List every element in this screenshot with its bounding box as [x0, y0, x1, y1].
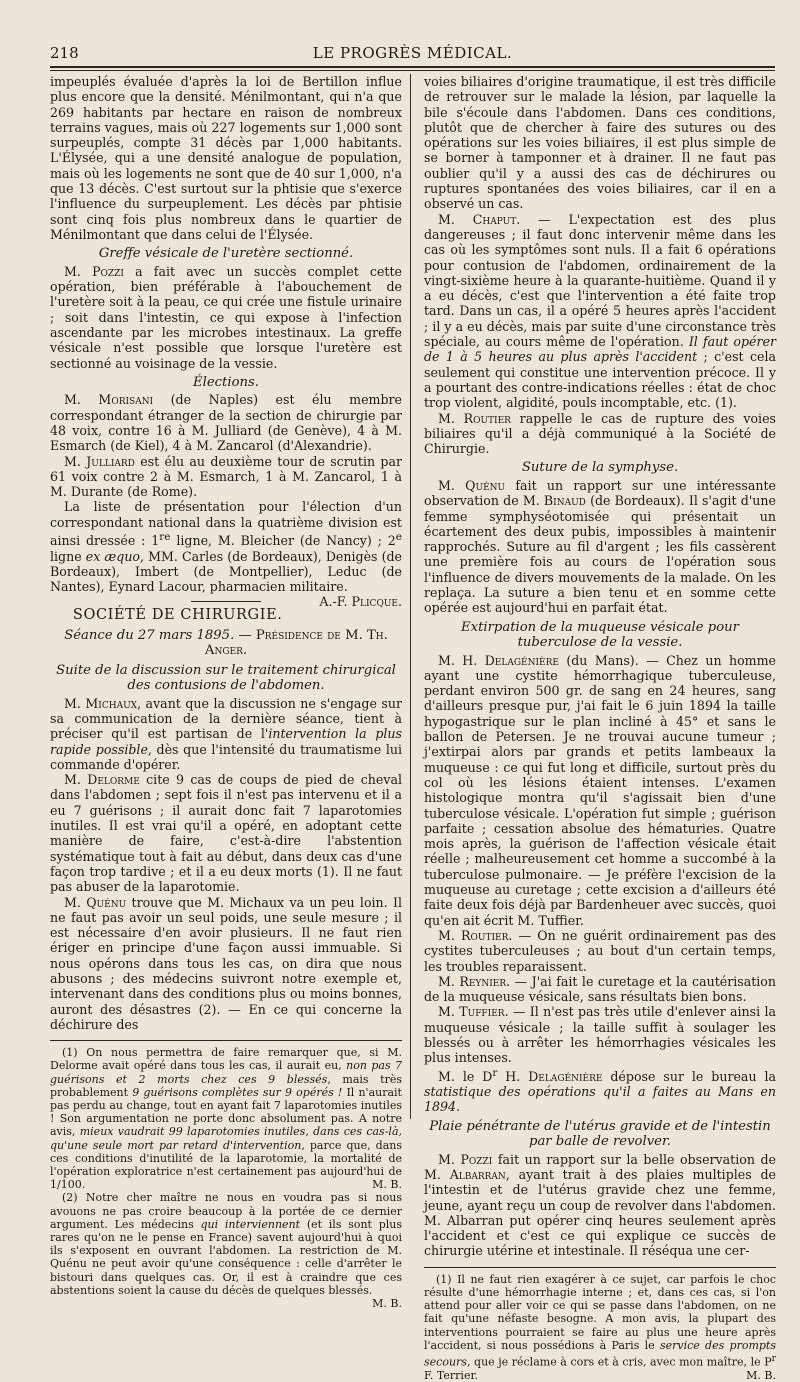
subsection-heading: Suture de la symphyse.: [521, 460, 679, 476]
left-column: [50, 74, 402, 1310]
footnote-separator: [50, 1040, 402, 1041]
footnote-separator: [424, 1267, 776, 1268]
journal-title: LE PROGRÈS MÉDICAL.: [312, 44, 513, 62]
paragraph: M. Quénu fait un rapport sur une intéressante observation de M. Binaud (de Bordeaux). Il s'agit d'une femme symphyséotomisée qui présentait un écartement des deux pubis, impossibles à maintenir rapprochés. Suture au fil d'argent ; les fils cassèrent une première fois au cours de l'opération sous l'influence de divers mouvements de la malade. On les replaça. La suture a bien tenu et en somme cette opérée est aujourd'hui en parfait état.: [424, 477, 776, 616]
section-title: SOCIÉTÉ DE CHIRURGIE.: [72, 607, 283, 624]
paragraph: M. Morisani (de Naples) est élu membre correspondant étranger de la section de chirurgie par 48 voix, contre 16 à M. Julliard (de Genève), 4 à M. Esmarch (de Kiel), 4 à M. Zancarol (d'Alexandrie).: [50, 392, 402, 454]
subsection-heading: Suite de la discussion sur le traitement chirurgical des contusions de l'abdomen.: [56, 662, 396, 694]
section-separator: [191, 601, 261, 602]
subsection-heading: Séance du 27 mars 1895. — Présidence de M. Th. Anger.: [64, 627, 388, 659]
paragraph: M. Reynier. — J'ai fait le curetage et la cautérisation de la muqueuse vésicale, sans résultats bien bons.: [424, 973, 777, 1005]
footnote: (2) Notre cher maître ne nous en voudra pas si nous avouons ne pas croire beaucoup à la portée de ce dernier argument. Les médecins qui interviennent (et ils sont plus rares qu'on ne le pense en France) savent aujourd'hui à quoi ils s'exposent en ouvrant l'abdomen. La restriction de M. Quénu ne peut avoir qu'une conséquence : celle d'arrêter le bistouri dans quelques cas. Or, il est à craindre que ces abstentions soient la cause du décès de quelques blessés. M. B.: [50, 1191, 403, 1311]
paragraph: M. Tuffier. — Il n'est pas très utile d'enlever ainsi la muqueuse vésicale ; la taille suffit à soulager les blessés ou à arrêter les hémorrhagies vésicales les plus intenses.: [424, 1004, 776, 1066]
paragraph: M. Routier. — On ne guérit ordinairement pas des cystites tuberculeuses ; au bout d'un certain temps, les troubles reparaissent.: [424, 927, 776, 974]
paragraph: M. le $D^r$ H. Delagénière dépose sur le bureau la statistique des opérations qu'il a faites au Mans en 1894.: [424, 1066, 777, 1115]
paragraph: M. Pozzi a fait avec un succès complet cette opération, bien préférable à l'abouchement de l'uretère soit à la peau, ce qui crée une fistule urinaire ; soit dans l'intestin, ce qui expose à l'infection ascendante par les microbes intestinaux. La greffe vésicale n'est possible que lorsque l'uretère est sectionné au voisinage de la vessie.: [50, 263, 403, 371]
paragraph: M. Michaux, avant que la discussion ne s'engage sur sa communication de la dernière séance, tient à préciser qu'il est partisan de l'intervention la plus rapide possible, dès que l'intensité du traumatisme lui commande d'opérer.: [50, 695, 402, 772]
footnote: (1) On nous permettra de faire remarquer que, si M. Delorme avait opéré dans tous les cas, il aurait eu, non pas 7 guérisons et 2 morts chez ces 9 blessés, mais très probablement 9 guérisons complètes sur 9 opérés ! Il n'aurait pas perdu au change, tout en ayant fait 7 laparotomies inutiles ! Son argumentation ne porte donc absolument pas. A notre avis, mieux vaudrait 99 laparotomies inutiles, dans ces cas-là, qu'une seule mort par retard d'intervention, parce que, dans ces conditions d'inutilité de la laparotomie, la mortalité de l'opération exploratrice n'est certainement pas aujourd'hui de 1/100. M. B.: [50, 1046, 402, 1192]
page-number: 218: [50, 44, 79, 62]
paragraph: M. Pozzi fait un rapport sur la belle observation de M. Albarran, ayant trait à des plaies multiples de l'intestin et de l'utérus gravide chez une femme, jeune, ayant reçu un coup de revolver dans l'abdomen. M. Albarran put opérer cinq heures seulement après l'accident et c'est ce qui explique ce succès de chirurgie utérine et intestinale. Il réséqua une cer-: [424, 1151, 776, 1259]
column-divider: [410, 74, 411, 1119]
paragraph: M. Delorme cite 9 cas de coups de pied de cheval dans l'abdomen ; sept fois il n'est pas intervenu et il a eu 7 guérisons ; il aurait donc fait 7 laparotomies inutiles. Il est vrai qu'il a opéré, en adoptant cette manière de faire, c'est-à-dire l'abstention systématique tout à fait au début, dans deux cas d'une façon trop tardive ; et il a eu deux morts (1). Il ne faut pas abuser de la laparotomie.: [50, 772, 402, 895]
footnotes: [50, 1046, 403, 1311]
header-rule-thick: [50, 66, 775, 68]
paragraph: M. Quénu trouve que M. Michaux va un peu loin. Il ne faut pas avoir un seul poids, une seule mesure ; il est nécessaire d'en avoir plusieurs. Il ne faut rien ériger en principe d'une façon aussi immuable. Si nous opérons dans tous les cas, on dira que nous abusons ; des médecins suivront notre exemple et, intervenant dans des conditions plus ou moins bonnes, auront des désastres (2). — En ce qui concerne la déchirure des: [50, 894, 402, 1032]
subsection-heading: Extirpation de la muqueuse vésicale pour tuberculose de la vessie.: [461, 619, 739, 651]
subsection-heading: Greffe vésicale de l'uretère sectionné.: [98, 246, 354, 262]
footnotes: [424, 1273, 776, 1382]
running-header: [50, 44, 775, 64]
paragraph: La liste de présentation pour l'élection d'un correspondant national dans la quatrième division est ainsi dressée : 1re ligne, M. Bleicher (de Nancy) ; 2e ligne ex æquo, MM. Carles (de Bordeaux), Denigès (de Bordeaux), Imbert (de Montpellier), Leduc (de Nantes), Eynard Lacour, pharmacien militaire. A.-F. Plicque.: [50, 499, 403, 610]
paragraph: impeuplés évaluée d'après la loi de Bertillon influe plus encore que la densité. Ménilmontant, qui n'a que 269 habitants par hectare en raison de nombreux terrains vagues, mais où 227 logements sur 1,000 sont surpeuplés, compte 31 décès par 1,000 habitants. L'Élysée, qui a une densité analogue de population, mais où les logements ne sont que de 40 sur 1,000, n'a que 13 décès. C'est surtout sur la phtisie que s'exerce l'influence du surpeuplement. Les décès par phtisie sont cinq fois plus nombreux dans le quartier de Ménilmontant que dans celui de l'Élysée.: [50, 74, 402, 242]
header-rule-thin: [50, 70, 775, 71]
subsection-heading: Élections.: [193, 374, 259, 390]
paragraph: M. H. Delagénière (du Mans). — Chez un homme ayant une cystite hémorrhagique tuberculeuse, perdant environ 500 gr. de sang en 24 heures, sang d'ailleurs presque pur, j'ai fait le 6 juin 1894 la taille hypogastrique sur le plan incliné à 45° et sans le ballon de Petersen. Je ne trouvai aucune tumeur ; j'extirpai alors par grands et petits lambeaux la muqueuse : ce qui fut long et difficile, surtout près du col où les lésions étaient intenses. L'examen histologique montra qu'il s'agissait bien d'une tuberculose vésicale. L'opération fut simple ; guérison parfaite ; cessation absolue des hématuries. Quatre mois après, la guérison de l'affection vésicale était réelle ; malheureusement cet homme a succombé à la tuberculose pulmonaire. — Je préfère l'excision de la muqueuse au curetage ; cette excision a d'ailleurs été faite deux fois déjà par Bardenheuer avec succès, quoi qu'en ait écrit M. Tuffier.: [424, 652, 776, 928]
paragraph: voies biliaires d'origine traumatique, il est très difficile de retrouver sur le malade la lésion, par laquelle la bile s'écoule dans l'abdomen. Dans ces conditions, plutôt que de chercher à faire des sutures ou des opérations sur les voies biliaires, il est plus simple de se borner à tamponner et à drainer. Il ne faut pas oublier qu'il y a aussi des cas de déchirures ou ruptures spontanées des voies biliaires, car il en a observé un cas.: [424, 74, 776, 212]
footnote: (1) Il ne faut rien exagérer à ce sujet, car parfois le choc résulte d'une hémorrhagie interne ; et, dans ces cas, si l'on attend pour aller voir ce qui se passe dans l'abdomen, on ne fait qu'une néfaste besogne. A mon avis, la plupart des interventions pourraient se faire au plus une heure après l'accident, si nous possédions à Paris le service des prompts secours, que je réclame à cors et à cris, avec mon maître, le $P^r$ F. Terrier. M. B.: [424, 1272, 776, 1382]
paragraph: M. Julliard est élu au deuxième tour de scrutin par 61 voix contre 2 à M. Esmarch, 1 à M. Zancarol, 1 à M. Durante (de Rome).: [50, 453, 403, 500]
right-column: [424, 74, 776, 1382]
subsection-heading: Plaie pénétrante de l'utérus gravide et de l'intestin par balle de revolver.: [429, 1118, 771, 1150]
paragraph: M. Routier rappelle le cas de rupture des voies biliaires qu'il a déjà communiqué à la Société de Chirurgie.: [424, 410, 776, 457]
paragraph: M. Chaput. — L'expectation est des plus dangereuses ; il faut donc intervenir même dans les cas où les symptômes sont nuls. Il a fait 6 opérations pour contusion de l'abdomen, ordinairement de la vingt-sixième heure à la quarante-huitième. Quand il y a eu décès, c'est que l'intervention a été faite trop tard. Dans un cas, il a opéré 5 heures après l'accident ; il y a eu décès, mais par suite d'une circonstance très spéciale, au cours même de l'opération. Il faut opérer de 1 à 5 heures au plus après l'accident ; c'est cela seulement qui constitue une intervention précoce. Il y a pourtant des contre-indications réelles : état de choc trop violent, algidité, pouls incomptable, etc. (1).: [424, 211, 776, 411]
